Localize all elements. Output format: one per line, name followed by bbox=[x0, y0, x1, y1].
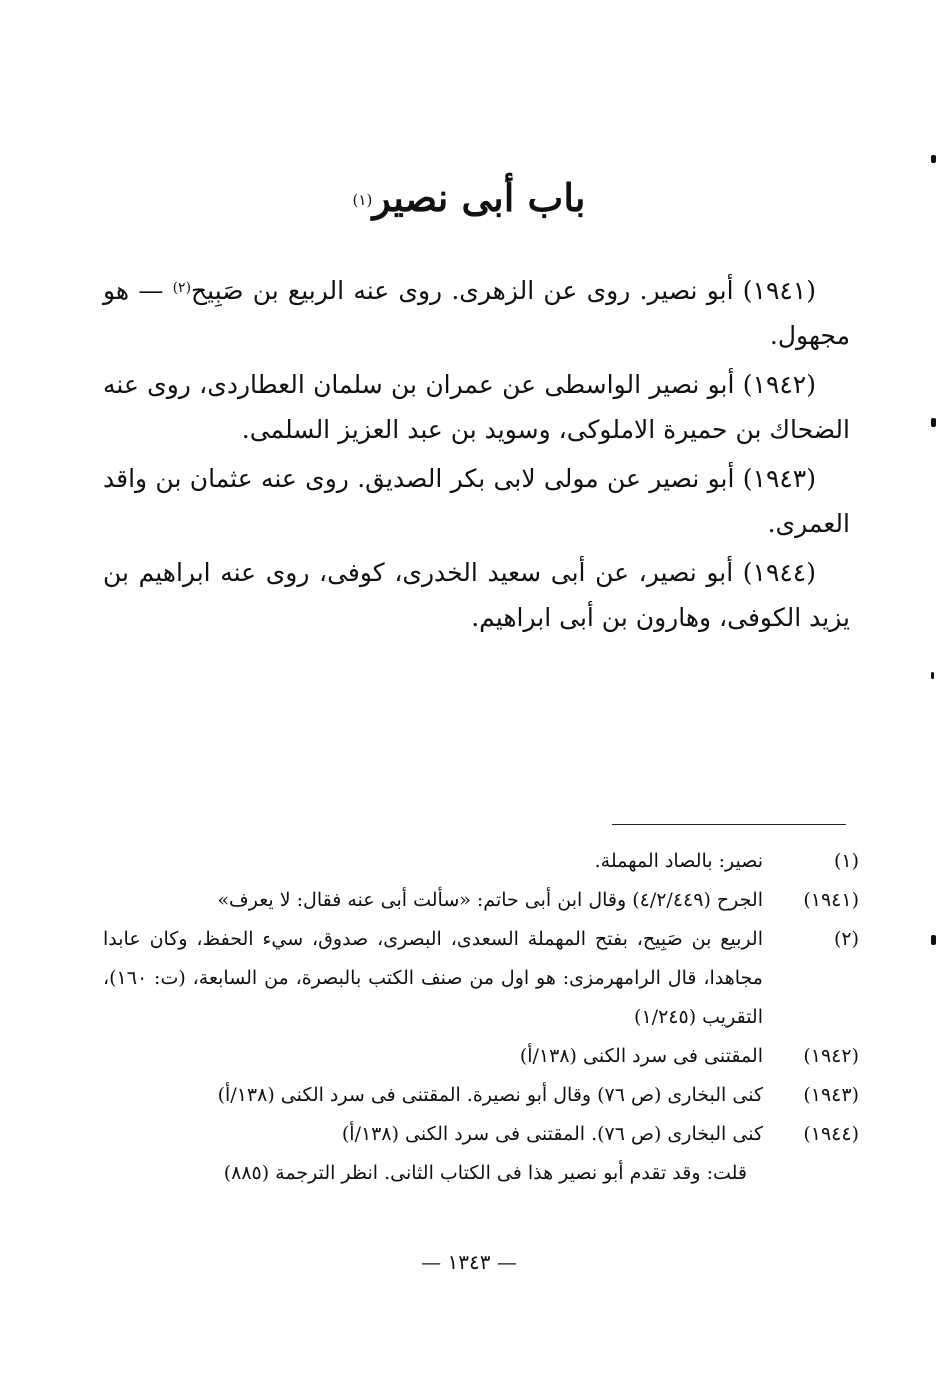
entry-1941 bbox=[103, 268, 850, 358]
entry-text-tail: — هو مجهول. bbox=[103, 276, 850, 350]
entry-1942 bbox=[103, 362, 850, 452]
margin-mark bbox=[931, 155, 936, 163]
closing-note: قلت: وقد تقدم أبو نصير هذا فى الكتاب الثانى. انظر الترجمة (٨٨٥) bbox=[223, 1162, 747, 1184]
footnote-text: الربيع بن صَبِيح، بفتح المهملة السعدى، البصرى، صدوق، سيء الحفظ، وكان عابدا مجاهدا، قال الرامهرمزى: هو اول من صنف الكتب بالبصرة، من السابعة، (ت: ١٦٠)، التقريب (١/٢٤٥) bbox=[103, 928, 763, 1028]
footnote bbox=[103, 1076, 863, 1115]
footnote-number: (١٩٤١) bbox=[803, 889, 859, 911]
margin-mark bbox=[931, 935, 936, 945]
page-number: — ١٣٤٣ — bbox=[421, 1250, 517, 1274]
chapter-title-text: باب أبى نصير bbox=[372, 175, 586, 220]
margin-mark bbox=[931, 418, 936, 427]
footnote-text: كنى البخارى (ص ٧٦) وقال أبو نصيرة. المقتنى فى سرد الكنى (١٣٨/أ) bbox=[217, 1084, 763, 1106]
footnote-number: (١٩٤٤) bbox=[803, 1123, 859, 1145]
entry-text: (١٩٤١) أبو نصير. روى عن الزهرى. روى عنه الربيع بن صَبِيح bbox=[191, 276, 816, 305]
footnote-text: الجرح (٤/٢/٤٤٩) وقال ابن أبى حاتم: «سألت أبى عنه فقال: لا يعرف» bbox=[217, 889, 763, 911]
footnotes bbox=[103, 842, 863, 1193]
footnote bbox=[103, 1115, 863, 1154]
entry-1943 bbox=[103, 456, 850, 546]
footnote-number: (١٩٤٣) bbox=[803, 1084, 859, 1106]
entries bbox=[103, 268, 850, 644]
chapter-title-note-ref: (١) bbox=[352, 191, 373, 209]
footnote-number: (١٩٤٢) bbox=[803, 1045, 859, 1067]
footnote-separator bbox=[612, 824, 846, 825]
footnote bbox=[103, 881, 863, 920]
footnote bbox=[103, 920, 863, 1037]
footnote-number: (١) bbox=[833, 850, 859, 872]
entry-note-ref: (٢) bbox=[172, 280, 192, 296]
entry-text: (١٩٤٤) أبو نصير، عن أبى سعيد الخدرى، كوفى، روى عنه ابراهيم بن يزيد الكوفى، وهارون بن أبى ابراهيم. bbox=[103, 558, 850, 632]
footnote-text: المقتنى فى سرد الكنى (١٣٨/أ) bbox=[519, 1045, 763, 1067]
entry-text: (١٩٤٣) أبو نصير عن مولى لابى بكر الصديق. روى عنه عثمان بن واقد العمرى. bbox=[103, 464, 850, 538]
entry-text: (١٩٤٢) أبو نصير الواسطى عن عمران بن سلمان العطاردى، روى عنه الضحاك بن حميرة الاملوكى، وسويد بن عبد العزيز السلمى. bbox=[103, 370, 850, 444]
footnote bbox=[103, 1037, 863, 1076]
footnote-number: (٢) bbox=[833, 928, 859, 950]
footnote bbox=[103, 842, 863, 881]
chapter-title bbox=[0, 168, 938, 228]
footnote-text: نصير: بالصاد المهملة. bbox=[594, 850, 763, 872]
margin-mark bbox=[931, 672, 934, 679]
entry-1944 bbox=[103, 550, 850, 640]
footnote-text: كنى البخارى (ص ٧٦). المقتنى فى سرد الكنى (١٣٨/أ) bbox=[341, 1123, 763, 1145]
